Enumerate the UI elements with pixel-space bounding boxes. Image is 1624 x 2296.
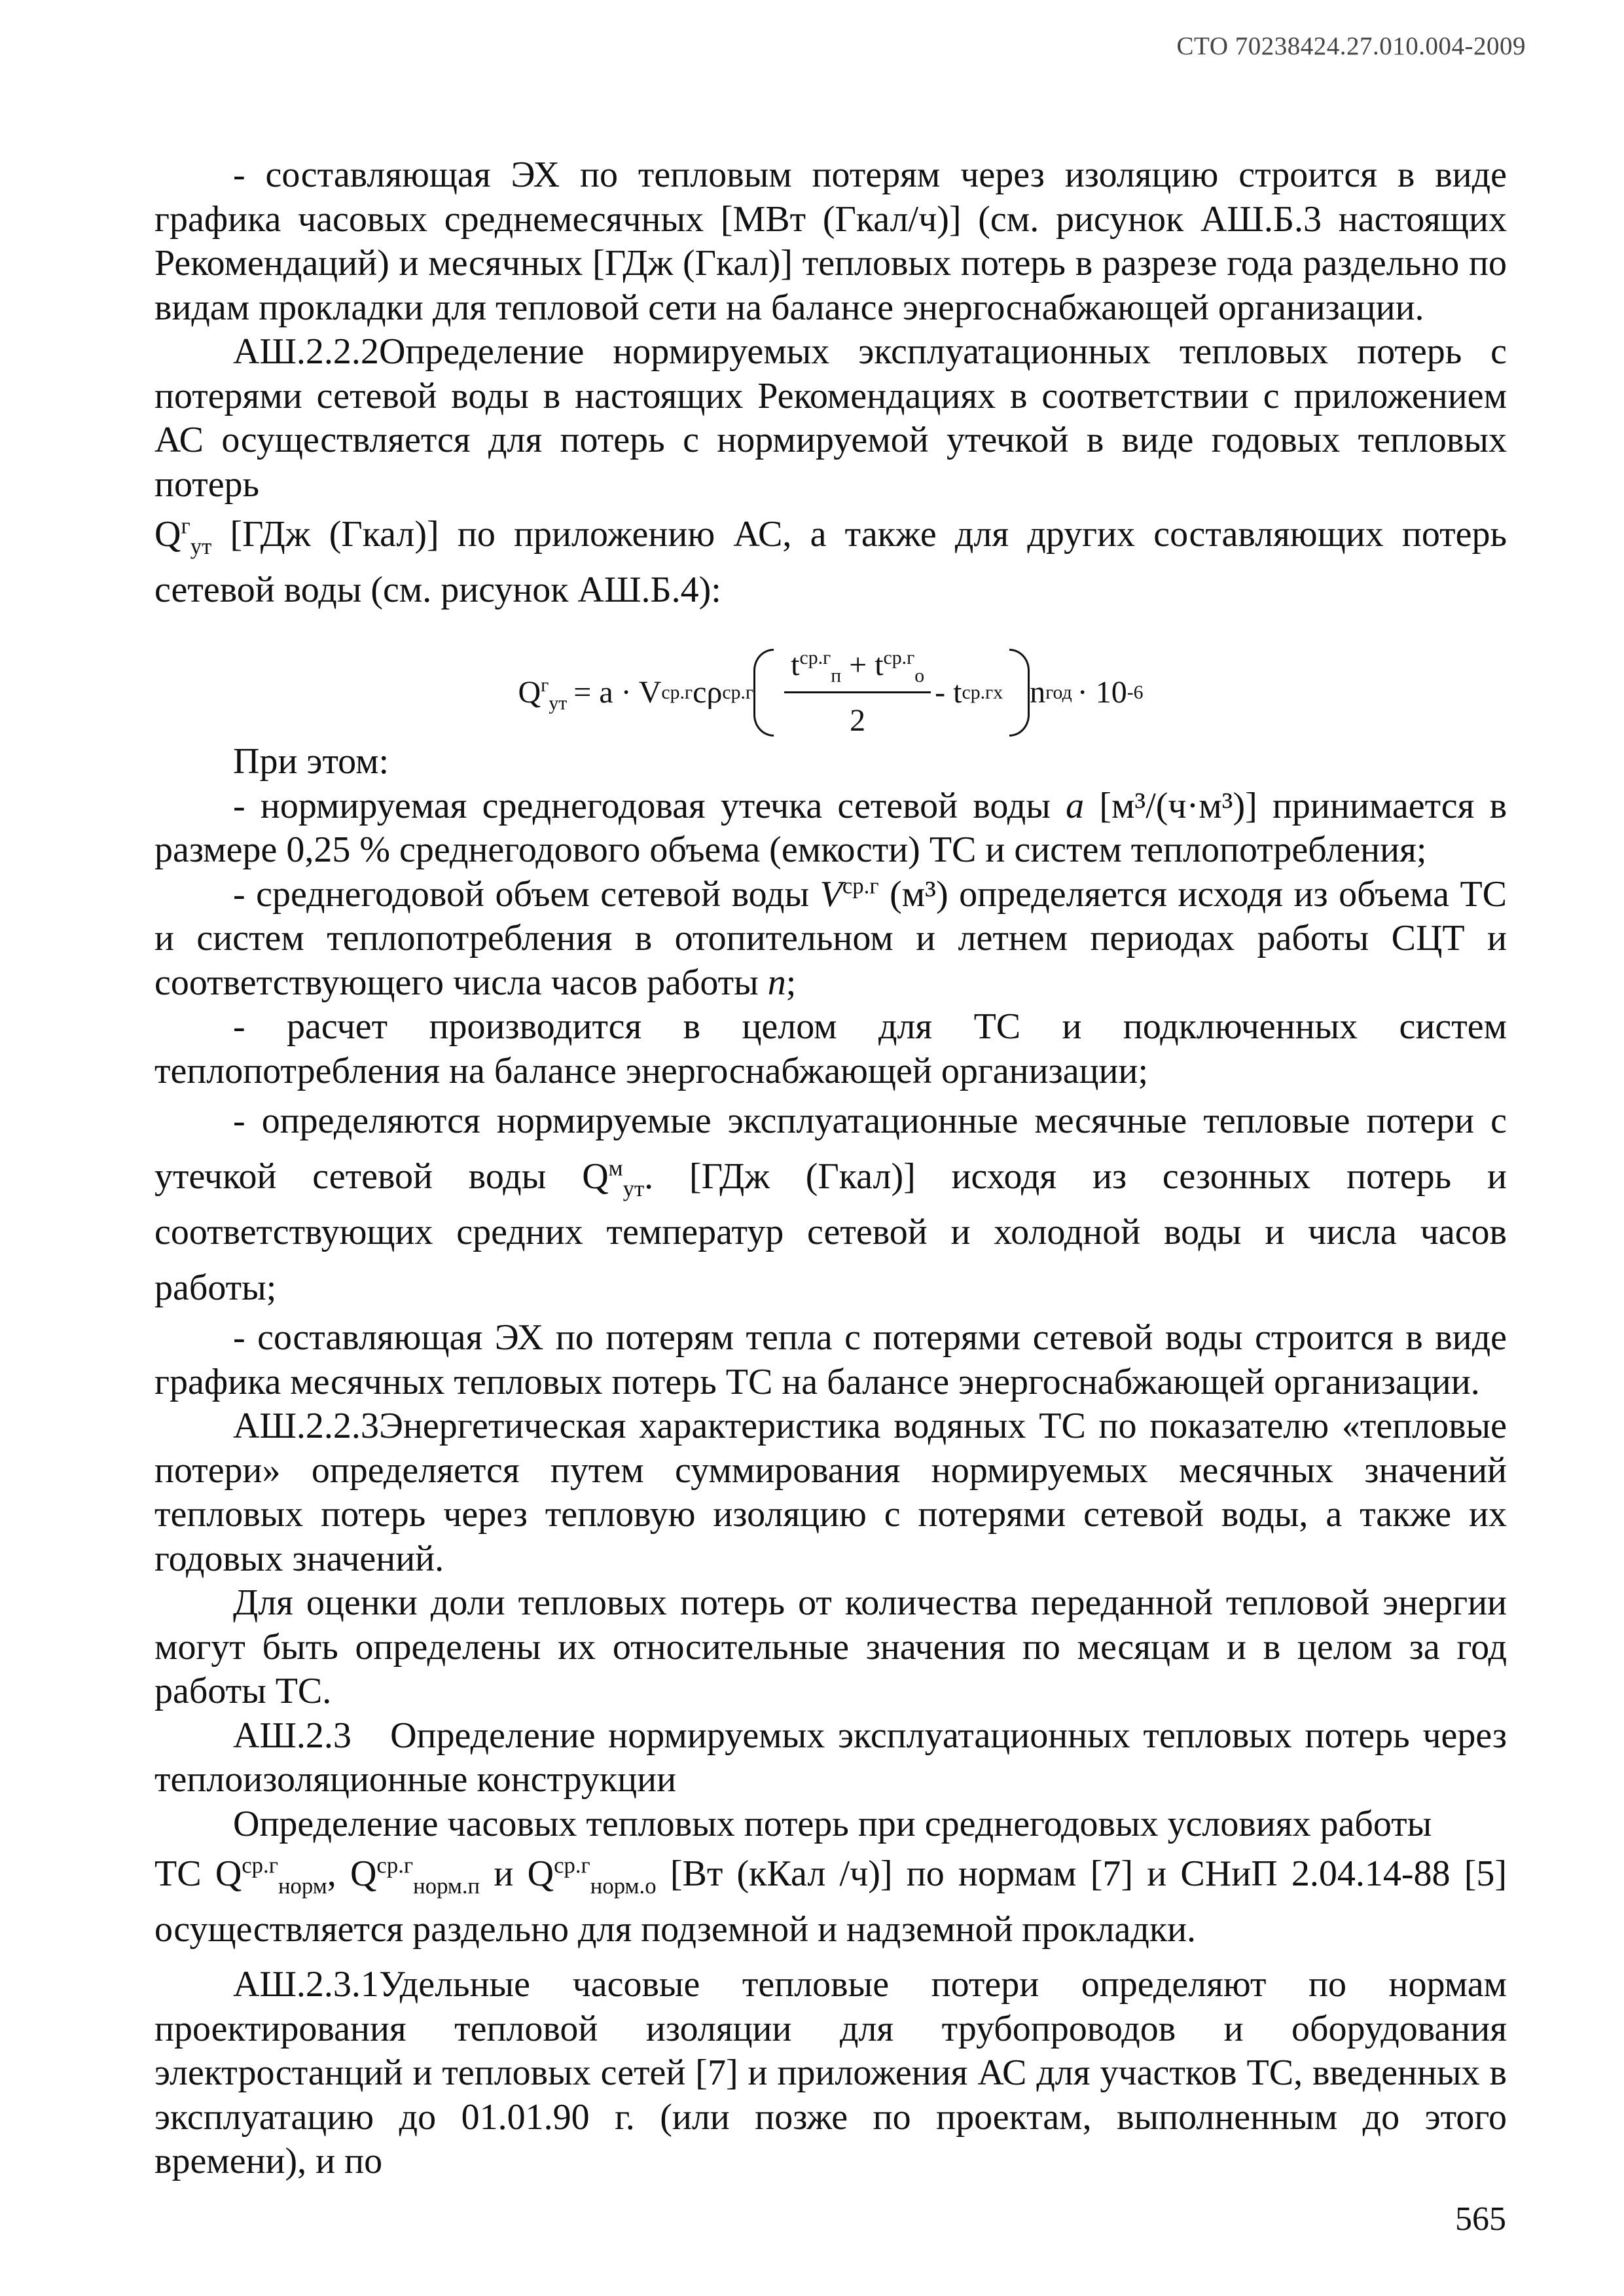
paragraph-water-volume: - среднегодовой объем сетевой воды $V^{ср.г}$ (м³) определяется исходя из объема ТС и систем теплопотребления в отопительном и летнем периодах работы СЦТ и соответствующего числа часов работы n;: [154, 872, 1507, 1003]
paragraph-calculation-scope: - расчет производится в целом для ТС и подключенных систем теплопотребления на балансе энергоснабжающей организации;: [154, 1006, 1507, 1091]
right-paren: [1009, 649, 1030, 737]
paragraph-insulation-losses: - составляющая ЭХ по тепловым потерям через изоляцию строится в виде графика часовых среднемесячных [МВт (Гкал/ч)] (см. рисунок АШ.Б.3 настоящих Рекомендаций) и месячных [ГДж (Гкал)] тепловых потерь в разрезе года раздельно по видам прокладки для тепловой сети на балансе энергоснабжающей организации.: [154, 155, 1507, 328]
document-body: [154, 153, 1507, 2184]
paragraph-2-3: АШ.2.3 Определение нормируемых эксплуатационных тепловых потерь через теплоизоляционные конструкции: [154, 1715, 1507, 1800]
clause-text-cont: [ГДж (Гкал)] по приложению АС, а также для других составляющих потерь сетевой воды (см. рисунок АШ.Б.4):: [154, 514, 1507, 610]
clause-number: АШ.2.2.2: [233, 331, 379, 372]
paragraph-2-2-3: АШ.2.2.3Энергетическая характеристика водяных ТС по показателю «тепловые потери» определяется путем суммирования нормируемых месячных значений тепловых потерь через тепловую изоляцию с потерями сетевой воды, а также их годовых значений.: [154, 1406, 1507, 1579]
paragraph-at-that: При этом:: [233, 741, 389, 782]
paragraph-hourly-losses: Определение часовых тепловых потерь при среднегодовых условиях работы: [233, 1803, 1432, 1844]
symbol-q-ut-g: $Q^г_{ут}$: [154, 513, 212, 560]
paragraph-leak-rate: - нормируемая среднегодовая утечка сетевой воды a [м³/(ч·м³)] принимается в размере 0,25 % среднегодового объема (емкости) ТС и систем теплопотребления;: [154, 785, 1507, 870]
paragraph-hourly-losses-cont: ТС $Q^{ср.г}_{норм}$, $Q^{ср.г}_{норм.п}$ и $Q^{ср.г}_{норм.о}$ [Вт (кКал /ч)] по нормам [7] и СНиП 2.04.14-88 [5] осуществляется раздельно для подземной и надземной прокладки.: [154, 1852, 1507, 1950]
fraction: $\frac{t^{ср.г}_п + t^{ср.г}_о}{2}$: [784, 643, 931, 742]
symbol-q-norm: $Q^{ср.г}_{норм}$: [215, 1852, 327, 1899]
paragraph-eh-water-losses: - составляющая ЭХ по потерям тепла с потерями сетевой воды строится в виде графика месячных тепловых потерь ТС на балансе энергоснабжающей организации.: [154, 1317, 1507, 1402]
clause-text: Определение нормируемых эксплуатационных тепловых потерь с потерями сетевой воды в настоящих Рекомендациях в соответствии с приложением АС осуществляется для потерь с нормируемой утечкой в виде годовых тепловых потерь: [154, 331, 1507, 505]
paragraph-2-3-1: АШ.2.3.1Удельные часовые тепловые потери определяют по нормам проектирования тепловой изоляции для трубопроводов и оборудования электростанций и тепловых сетей [7] и приложения АС для участков ТС, введенных в эксплуатацию до 01.01.90 г. (или позже по проектам, выполненным до этого времени), и по: [154, 1964, 1507, 2181]
paragraph-monthly-losses: - определяются нормируемые эксплуатационные месячные тепловые потери с утечкой сетевой воды $Q^м_{ут}$. [ГДж (Гкал)] исходя из сезонных потерь и соответствующих средних температур сетевой и холодной воды и числа часов работы;: [154, 1101, 1507, 1308]
symbol-q-ut-m: $Q^м_{ут}$: [582, 1155, 645, 1202]
formula-annual-leak-losses: $Q^г_{ут}$ = a · V ср.г cρ ср.г $\frac{t^{ср.г}_п + t^{ср.г}_о}{2}$ - t ср.г x n год · 10 -6: [154, 626, 1507, 729]
symbol-q-norm-p: $Q^{ср.г}_{норм.п}$: [350, 1852, 480, 1899]
document-code-header: СТО 70238424.27.010.004-2009: [1176, 32, 1526, 60]
page-number: 565: [1455, 2200, 1506, 2238]
paragraph-2-2-2-cont: [154, 507, 1507, 618]
paragraph-relative-values: Для оценки доли тепловых потерь от количества переданной тепловой энергии могут быть определены их относительные значения по месяцам и в целом за год работы ТС.: [154, 1582, 1507, 1711]
paragraph-2-2-2: [154, 330, 1507, 507]
symbol-q-norm-o: $Q^{ср.г}_{норм.о}$: [527, 1852, 657, 1899]
left-paren: [753, 649, 774, 737]
